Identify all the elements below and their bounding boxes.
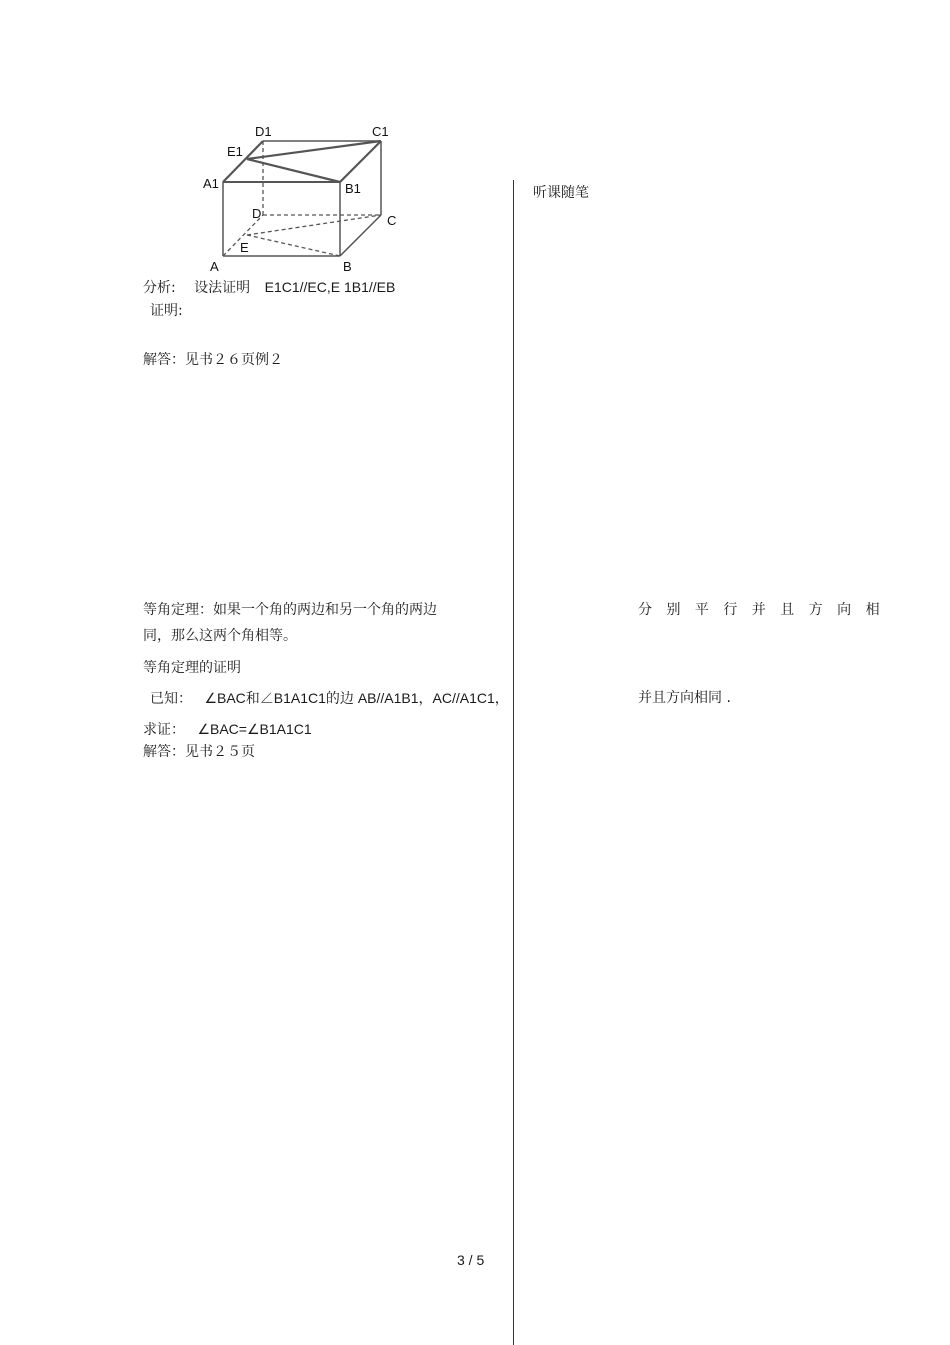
prove-label: 求证： <box>143 722 185 738</box>
edge-b-c <box>340 215 381 256</box>
given-text: ∠BAC和∠B1A1C1的边 AB//A1B1，AC//A1C1， <box>204 690 509 706</box>
label-d: D <box>252 206 262 221</box>
theorem-line1-left: 等角定理：如果一个角的两边和另一个角的两边 <box>143 602 437 618</box>
label-b1: B1 <box>345 181 361 196</box>
theorem-line1-right: 分 别 平 行 并 且 方 向 相 <box>638 602 885 618</box>
page-number: 3 / 5 <box>457 1252 485 1268</box>
label-c1: C1 <box>372 124 389 139</box>
answer-2: 解答：见书２５页 <box>143 744 255 760</box>
edge-e-b <box>247 235 340 256</box>
given-right: 并且方向相同 . <box>638 690 731 706</box>
edge-e-c <box>247 215 381 235</box>
proof-label: 证明: <box>150 303 183 319</box>
analysis-text: 设法证明 <box>194 280 251 296</box>
prove-line <box>143 722 312 737</box>
label-a: A <box>210 259 219 274</box>
answer-1: 解答：见书２６页例２ <box>143 352 283 368</box>
label-c: C <box>387 213 397 228</box>
column-divider <box>513 180 514 1345</box>
edge-c1-b1 <box>340 141 381 182</box>
prism-figure <box>195 118 415 278</box>
analysis-formula: E1C1//EC,E 1B1//EB <box>264 279 396 295</box>
label-b: B <box>343 259 352 274</box>
theorem-proof-title: 等角定理的证明 <box>143 660 241 676</box>
label-e1: E1 <box>227 144 243 159</box>
edge-e1-c1 <box>247 141 381 159</box>
edge-e1-b1 <box>247 159 340 182</box>
given-label: 已知： <box>150 691 192 707</box>
prism-diagram <box>195 118 415 278</box>
analysis-line <box>143 280 395 295</box>
label-a1: A1 <box>203 176 219 191</box>
prove-text: ∠BAC=∠B1A1C1 <box>197 721 312 737</box>
theorem-line2: 同，那么这两个角相等。 <box>143 628 297 644</box>
given-line <box>150 691 509 706</box>
side-note-title: 听课随笔 <box>533 185 589 201</box>
label-d1: D1 <box>255 124 272 139</box>
analysis-label: 分析: <box>143 280 176 296</box>
label-e: E <box>240 240 249 255</box>
